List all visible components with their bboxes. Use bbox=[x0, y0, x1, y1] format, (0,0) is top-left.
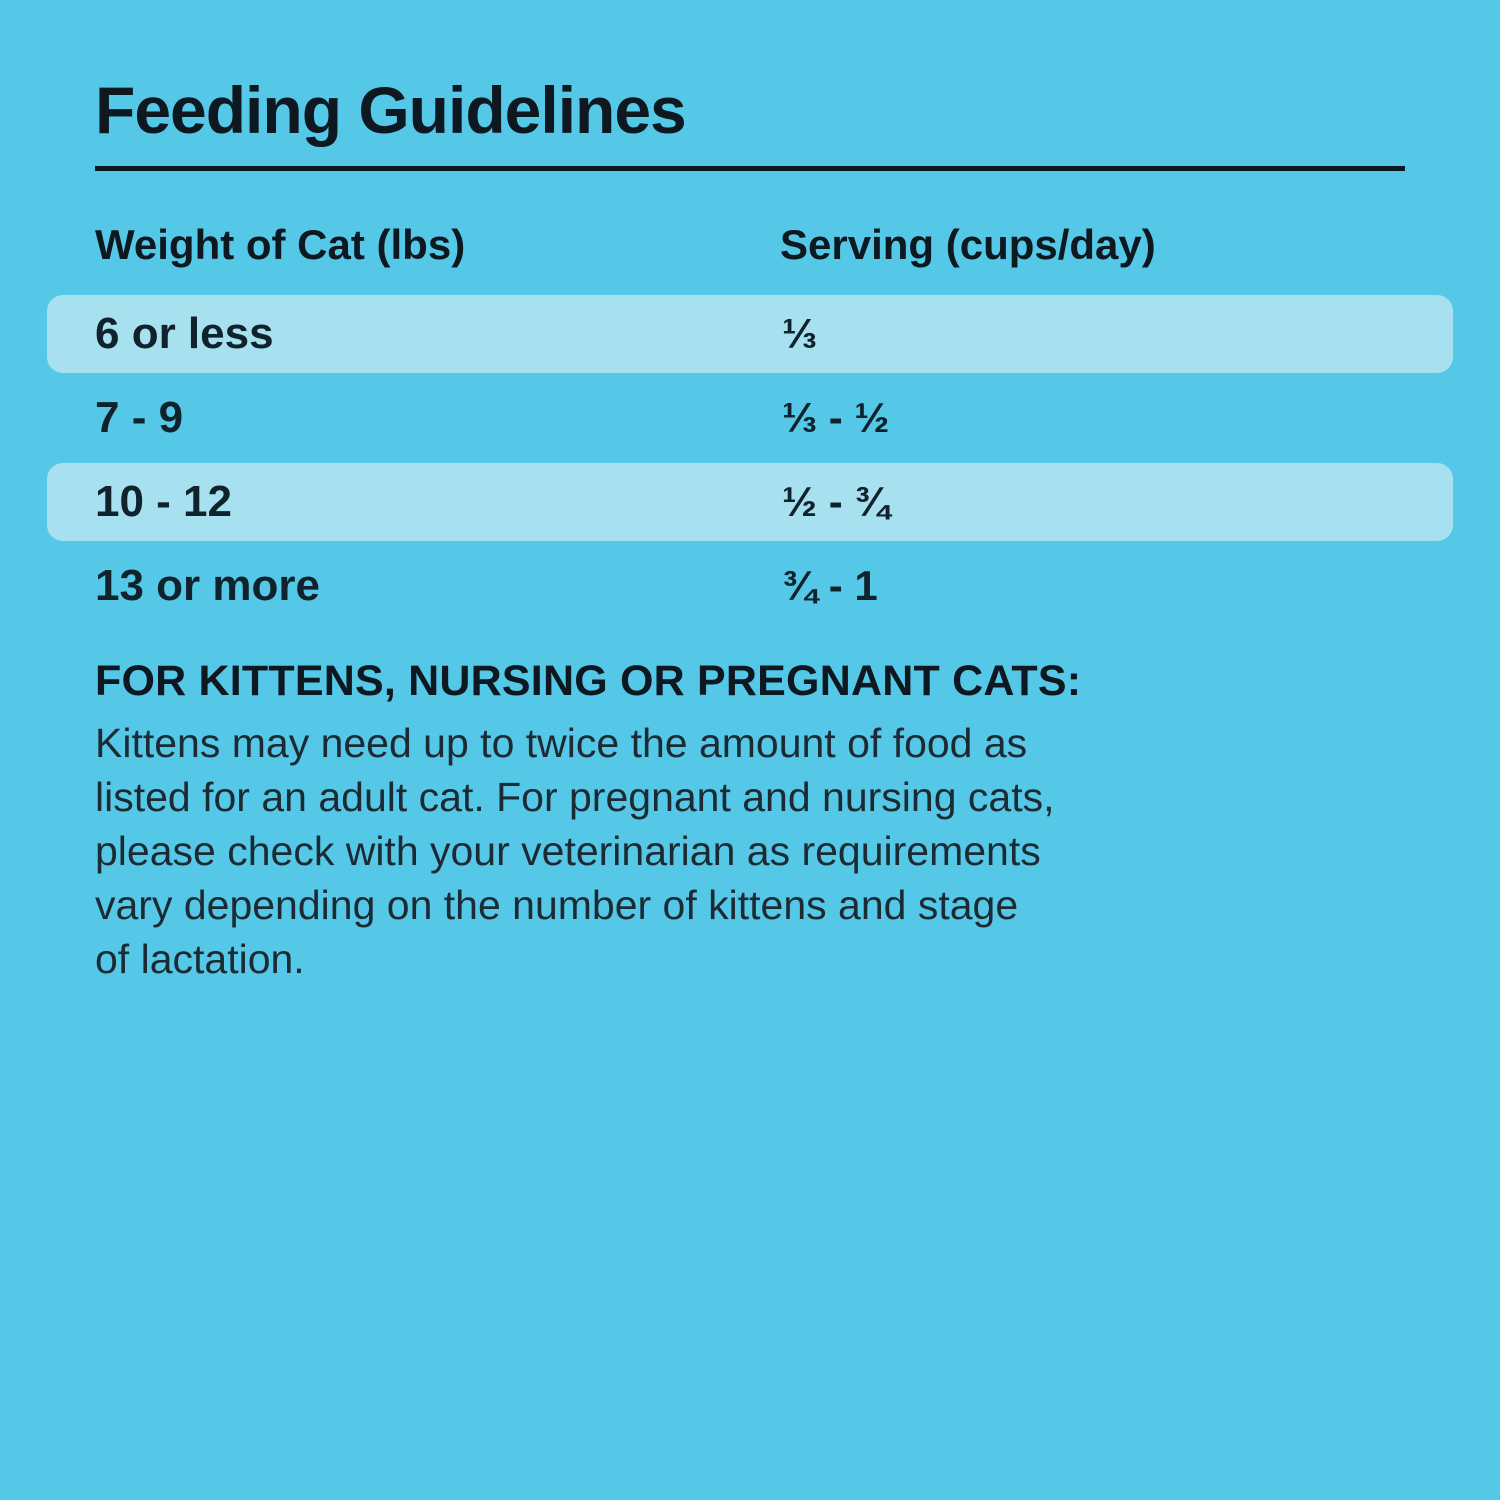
table-body bbox=[0, 295, 1500, 625]
note-line: listed for an adult cat. For pregnant and nursing cats, bbox=[95, 773, 1055, 820]
weight-cell: 6 or less bbox=[95, 308, 274, 358]
note-section bbox=[95, 657, 1405, 986]
weight-cell: 10 - 12 bbox=[95, 476, 232, 526]
serving-cell: ⅓ bbox=[782, 309, 818, 357]
note-line: vary depending on the number of kittens and stage bbox=[95, 881, 1019, 928]
title-underline bbox=[95, 166, 1405, 171]
note-line: please check with your veterinarian as requirements bbox=[95, 827, 1041, 874]
table-header-row bbox=[95, 221, 1500, 269]
table-row bbox=[47, 295, 1453, 373]
table-row bbox=[47, 547, 1453, 625]
serving-cell: ½ - ¾ bbox=[782, 477, 890, 525]
note-line: of lactation. bbox=[95, 935, 305, 982]
table-row bbox=[47, 463, 1453, 541]
weight-cell: 13 or more bbox=[95, 560, 320, 610]
column-header-weight: Weight of Cat (lbs) bbox=[95, 220, 466, 268]
serving-cell: ¾ - 1 bbox=[782, 561, 878, 609]
column-header-serving: Serving (cups/day) bbox=[780, 220, 1156, 268]
table-row bbox=[47, 379, 1453, 457]
note-heading: FOR KITTENS, NURSING OR PREGNANT CATS: bbox=[95, 656, 1082, 705]
serving-cell: ⅓ - ½ bbox=[782, 393, 890, 441]
page-title: Feeding Guidelines bbox=[95, 73, 686, 147]
note-line: Kittens may need up to twice the amount of food as bbox=[95, 719, 1028, 766]
weight-cell: 7 - 9 bbox=[95, 392, 184, 442]
note-body bbox=[95, 716, 1405, 986]
